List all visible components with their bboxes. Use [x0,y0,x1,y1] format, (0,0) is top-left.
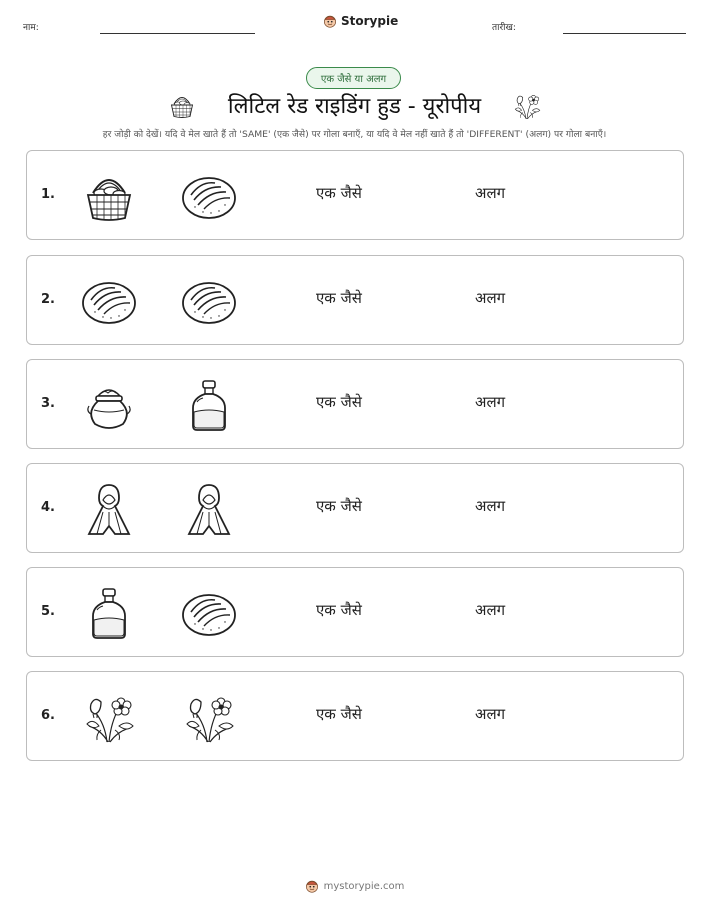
same-option[interactable]: एक जैसे [316,289,362,307]
bottle-icon [181,378,237,434]
question-number: 1. [41,187,55,202]
page-title: लिटिल रेड राइडिंग हुड - यूरोपीय [227,94,482,119]
same-option[interactable]: एक जैसे [316,497,362,515]
question-number: 4. [41,500,55,515]
same-option[interactable]: एक जैसे [316,184,362,202]
same-option[interactable]: एक जैसे [316,601,362,619]
question-number: 6. [41,708,55,723]
date-label: तारीख: [492,23,516,33]
flowers-icon [181,690,237,746]
footer-url[interactable]: mystorypie.com [323,880,405,892]
pot-icon [81,378,137,434]
basket-icon [81,169,137,225]
instructions: हर जोड़ी को देखें। यदि वे मेल खाते हैं तो 'SAME' (एक जैसे) पर गोला बनाएँ, या यदि वे मेल नहीं खाते हैं तो 'DIFFERENT' (अलग) पर गोला बनाएँ। [102,129,607,140]
storypie-mascot-icon [323,14,337,28]
same-option[interactable]: एक जैसे [316,393,362,411]
same-option[interactable]: एक जैसे [316,705,362,723]
question-row-5 [26,567,684,657]
name-label: नाम: [23,23,39,33]
different-option[interactable]: अलग [475,393,506,411]
bread-icon [181,169,237,225]
date-line[interactable] [563,33,686,34]
different-option[interactable]: अलग [475,705,506,723]
brand-name: Storypie [341,14,399,28]
worksheet-type-badge: एक जैसे या अलग [306,67,401,89]
bread-icon [81,274,137,330]
different-option[interactable]: अलग [475,184,506,202]
cloak-icon [181,482,237,538]
question-row-6 [26,671,684,761]
cloak-icon [81,482,137,538]
question-row-4 [26,463,684,553]
different-option[interactable]: अलग [475,601,506,619]
storypie-mascot-icon [305,879,319,893]
different-option[interactable]: अलग [475,497,506,515]
footer [0,879,709,893]
question-number: 5. [41,604,55,619]
flowers-icon [81,690,137,746]
bottle-icon [81,586,137,642]
bread-icon [181,586,237,642]
question-row-1 [26,150,684,240]
bread-icon [181,274,237,330]
question-number: 3. [41,396,55,411]
different-option[interactable]: अलग [475,289,506,307]
question-row-2 [26,255,684,345]
brand-logo [323,14,398,28]
question-number: 2. [41,292,55,307]
name-line[interactable] [100,33,255,34]
question-row-3 [26,359,684,449]
